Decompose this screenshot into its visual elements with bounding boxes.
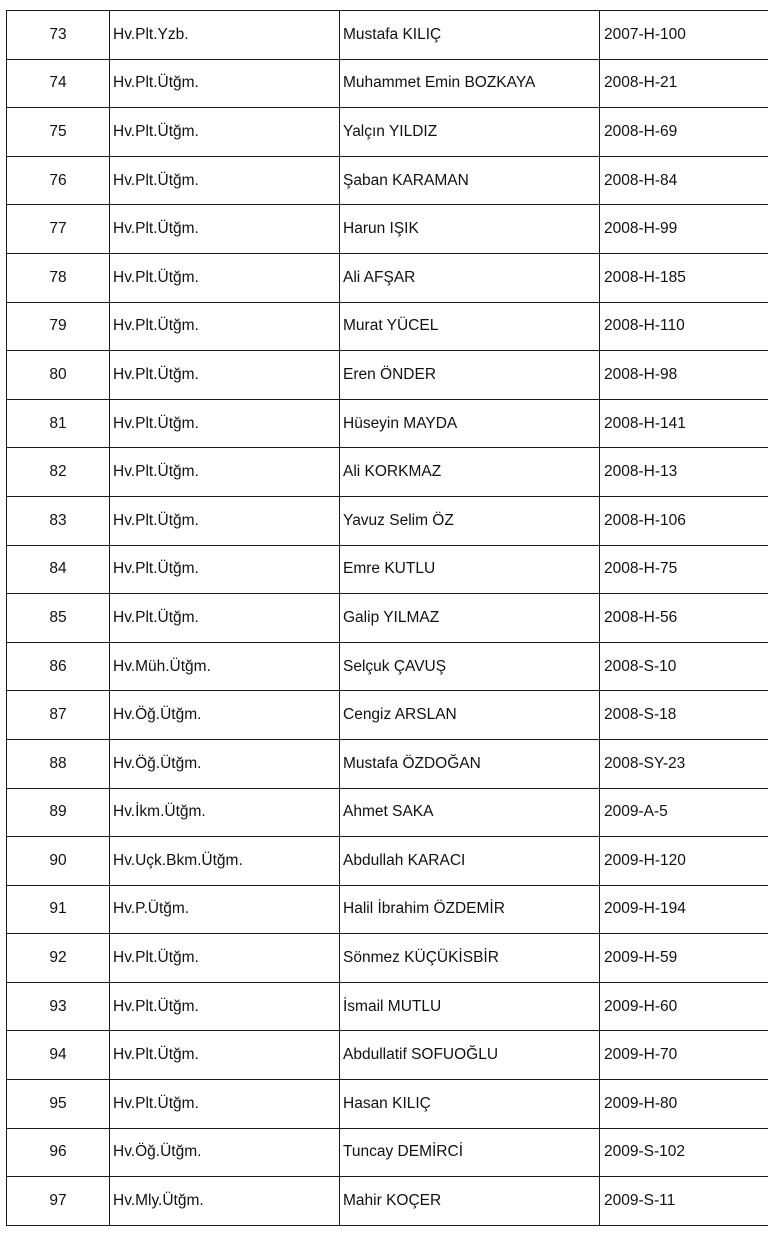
table-row — [7, 496, 768, 545]
name-cell: Mustafa ÖZDOĞAN — [340, 739, 600, 788]
rank-cell: Hv.Plt.Ütğm. — [110, 59, 340, 108]
table-row — [7, 1177, 768, 1226]
row-number-cell: 81 — [7, 399, 110, 448]
name-cell: Halil İbrahim ÖZDEMİR — [340, 885, 600, 934]
table-row — [7, 642, 768, 691]
rank-cell: Hv.Plt.Ütğm. — [110, 448, 340, 497]
document-page — [6, 10, 768, 1226]
registry-code-cell: 2008-S-10 — [600, 642, 768, 691]
row-number-cell: 94 — [7, 1031, 110, 1080]
row-number-cell: 95 — [7, 1080, 110, 1129]
row-number-cell: 77 — [7, 205, 110, 254]
registry-code-cell: 2009-A-5 — [600, 788, 768, 837]
rank-cell: Hv.Plt.Ütğm. — [110, 1080, 340, 1129]
table-row — [7, 788, 768, 837]
registry-code-cell: 2008-H-75 — [600, 545, 768, 594]
registry-code-cell: 2008-H-106 — [600, 496, 768, 545]
rank-cell: Hv.Plt.Ütğm. — [110, 108, 340, 157]
name-cell: Hüseyin MAYDA — [340, 399, 600, 448]
table-body — [7, 11, 768, 1226]
table-row — [7, 934, 768, 983]
name-cell: Galip YILMAZ — [340, 594, 600, 643]
name-cell: Emre KUTLU — [340, 545, 600, 594]
rank-cell: Hv.Plt.Ütğm. — [110, 253, 340, 302]
rank-cell: Hv.Uçk.Bkm.Ütğm. — [110, 837, 340, 886]
row-number-cell: 92 — [7, 934, 110, 983]
row-number-cell: 89 — [7, 788, 110, 837]
name-cell: Harun IŞIK — [340, 205, 600, 254]
table-row — [7, 739, 768, 788]
name-cell: Mahir KOÇER — [340, 1177, 600, 1226]
table-row — [7, 545, 768, 594]
table-row — [7, 399, 768, 448]
name-cell: Murat YÜCEL — [340, 302, 600, 351]
rank-cell: Hv.Plt.Ütğm. — [110, 1031, 340, 1080]
rank-cell: Hv.Plt.Ütğm. — [110, 594, 340, 643]
registry-code-cell: 2008-SY-23 — [600, 739, 768, 788]
registry-code-cell: 2009-H-120 — [600, 837, 768, 886]
rank-cell: Hv.Plt.Ütğm. — [110, 934, 340, 983]
name-cell: Muhammet Emin BOZKAYA — [340, 59, 600, 108]
table-row — [7, 253, 768, 302]
registry-code-cell: 2009-S-11 — [600, 1177, 768, 1226]
row-number-cell: 85 — [7, 594, 110, 643]
registry-code-cell: 2008-H-110 — [600, 302, 768, 351]
row-number-cell: 74 — [7, 59, 110, 108]
rank-cell: Hv.Plt.Ütğm. — [110, 156, 340, 205]
rank-cell: Hv.Öğ.Ütğm. — [110, 739, 340, 788]
registry-code-cell: 2008-H-56 — [600, 594, 768, 643]
registry-code-cell: 2008-H-98 — [600, 351, 768, 400]
rank-cell: Hv.Plt.Ütğm. — [110, 545, 340, 594]
rank-cell: Hv.Plt.Ütğm. — [110, 302, 340, 351]
rank-cell: Hv.Mly.Ütğm. — [110, 1177, 340, 1226]
table-row — [7, 982, 768, 1031]
registry-code-cell: 2009-H-70 — [600, 1031, 768, 1080]
table-row — [7, 205, 768, 254]
rank-cell: Hv.Müh.Ütğm. — [110, 642, 340, 691]
registry-code-cell: 2008-H-21 — [600, 59, 768, 108]
name-cell: Cengiz ARSLAN — [340, 691, 600, 740]
row-number-cell: 97 — [7, 1177, 110, 1226]
name-cell: Sönmez KÜÇÜKİSBİR — [340, 934, 600, 983]
rank-cell: Hv.Öğ.Ütğm. — [110, 691, 340, 740]
row-number-cell: 91 — [7, 885, 110, 934]
table-row — [7, 156, 768, 205]
registry-code-cell: 2009-H-59 — [600, 934, 768, 983]
name-cell: Ahmet SAKA — [340, 788, 600, 837]
table-row — [7, 108, 768, 157]
registry-code-cell: 2007-H-100 — [600, 11, 768, 60]
name-cell: İsmail MUTLU — [340, 982, 600, 1031]
table-row — [7, 885, 768, 934]
name-cell: Mustafa KILIÇ — [340, 11, 600, 60]
registry-code-cell: 2008-H-84 — [600, 156, 768, 205]
name-cell: Şaban KARAMAN — [340, 156, 600, 205]
registry-code-cell: 2008-H-185 — [600, 253, 768, 302]
rank-cell: Hv.P.Ütğm. — [110, 885, 340, 934]
name-cell: Hasan KILIÇ — [340, 1080, 600, 1129]
row-number-cell: 86 — [7, 642, 110, 691]
rank-cell: Hv.Plt.Ütğm. — [110, 351, 340, 400]
rank-cell: Hv.İkm.Ütğm. — [110, 788, 340, 837]
registry-code-cell: 2008-H-99 — [600, 205, 768, 254]
row-number-cell: 88 — [7, 739, 110, 788]
rank-cell: Hv.Plt.Ütğm. — [110, 496, 340, 545]
registry-code-cell: 2008-H-141 — [600, 399, 768, 448]
row-number-cell: 80 — [7, 351, 110, 400]
table-row — [7, 302, 768, 351]
row-number-cell: 78 — [7, 253, 110, 302]
table-row — [7, 351, 768, 400]
name-cell: Abdullatif SOFUOĞLU — [340, 1031, 600, 1080]
table-row — [7, 1128, 768, 1177]
table-row — [7, 1080, 768, 1129]
row-number-cell: 79 — [7, 302, 110, 351]
row-number-cell: 83 — [7, 496, 110, 545]
row-number-cell: 84 — [7, 545, 110, 594]
name-cell: Yavuz Selim ÖZ — [340, 496, 600, 545]
rank-cell: Hv.Plt.Ütğm. — [110, 399, 340, 448]
registry-code-cell: 2008-H-69 — [600, 108, 768, 157]
row-number-cell: 73 — [7, 11, 110, 60]
row-number-cell: 82 — [7, 448, 110, 497]
table-row — [7, 59, 768, 108]
table-row — [7, 691, 768, 740]
row-number-cell: 75 — [7, 108, 110, 157]
name-cell: Yalçın YILDIZ — [340, 108, 600, 157]
name-cell: Ali AFŞAR — [340, 253, 600, 302]
name-cell: Ali KORKMAZ — [340, 448, 600, 497]
registry-code-cell: 2009-S-102 — [600, 1128, 768, 1177]
registry-code-cell: 2009-H-60 — [600, 982, 768, 1031]
row-number-cell: 96 — [7, 1128, 110, 1177]
table-row — [7, 1031, 768, 1080]
registry-code-cell: 2008-H-13 — [600, 448, 768, 497]
table-row — [7, 837, 768, 886]
rank-cell: Hv.Plt.Ütğm. — [110, 982, 340, 1031]
registry-code-cell: 2009-H-80 — [600, 1080, 768, 1129]
name-cell: Abdullah KARACI — [340, 837, 600, 886]
personnel-table — [6, 10, 768, 1226]
row-number-cell: 87 — [7, 691, 110, 740]
name-cell: Selçuk ÇAVUŞ — [340, 642, 600, 691]
row-number-cell: 90 — [7, 837, 110, 886]
table-row — [7, 11, 768, 60]
rank-cell: Hv.Plt.Yzb. — [110, 11, 340, 60]
row-number-cell: 76 — [7, 156, 110, 205]
table-row — [7, 594, 768, 643]
name-cell: Tuncay DEMİRCİ — [340, 1128, 600, 1177]
rank-cell: Hv.Öğ.Ütğm. — [110, 1128, 340, 1177]
table-row — [7, 448, 768, 497]
rank-cell: Hv.Plt.Ütğm. — [110, 205, 340, 254]
registry-code-cell: 2009-H-194 — [600, 885, 768, 934]
registry-code-cell: 2008-S-18 — [600, 691, 768, 740]
name-cell: Eren ÖNDER — [340, 351, 600, 400]
row-number-cell: 93 — [7, 982, 110, 1031]
